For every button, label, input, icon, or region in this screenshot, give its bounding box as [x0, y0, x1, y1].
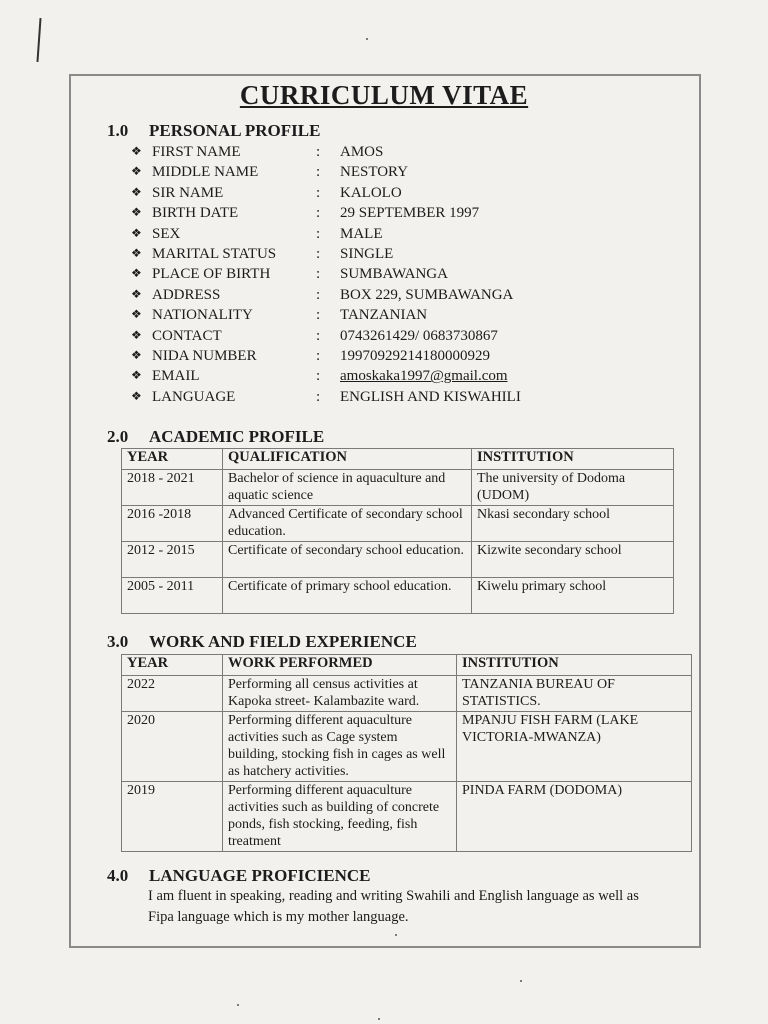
academic-table [121, 448, 674, 614]
column-header-year: YEAR [122, 655, 223, 676]
work-performed-cell: Performing different aquaculture activities such as building of concrete ponds, fish stocking, feeding, fish treatment [223, 782, 457, 852]
profile-label: LANGUAGE [152, 388, 236, 405]
year-cell: 2022 [122, 676, 223, 712]
personal-profile-heading [107, 121, 320, 141]
table-header-row [122, 449, 674, 470]
qualification-cell: Bachelor of science in aquaculture and aquatic science [223, 470, 472, 506]
diamond-bullet-icon: ❖ [131, 327, 142, 342]
profile-colon: : [316, 307, 321, 324]
institution-cell: MPANJU FISH FARM (LAKE VICTORIA-MWANZA) [457, 712, 692, 782]
year-cell: 2019 [122, 782, 223, 852]
profile-value: KALOLO [340, 184, 402, 201]
diamond-bullet-icon: ❖ [131, 164, 142, 179]
diamond-bullet-icon: ❖ [131, 246, 142, 260]
section-number: 1.0 [107, 121, 129, 140]
column-header-qualification: QUALIFICATION [223, 449, 472, 470]
profile-colon: : [316, 246, 321, 262]
profile-colon: : [316, 184, 321, 201]
language-proficience-heading [107, 866, 371, 886]
academic-profile-heading [107, 427, 324, 447]
year-cell: 2005 - 2011 [122, 578, 223, 614]
profile-value: NESTORY [340, 164, 409, 181]
work-performed-cell: Performing different aquaculture activities such as Cage system building, stocking fish in cages as well as hatchery activities. [223, 712, 457, 782]
profile-label: NATIONALITY [152, 307, 253, 324]
diamond-bullet-icon: ❖ [131, 307, 142, 322]
year-cell: 2018 - 2021 [122, 470, 223, 506]
section-title: PERSONAL PROFILE [149, 121, 321, 140]
qualification-cell: Certificate of secondary school education. [223, 542, 472, 578]
column-header-institution: INSTITUTION [472, 449, 674, 470]
profile-colon: : [316, 266, 321, 283]
section-title: LANGUAGE PROFICIENCE [149, 866, 371, 885]
profile-colon: : [316, 327, 321, 344]
profile-value: AMOS [340, 144, 384, 160]
profile-value: SINGLE [340, 246, 394, 262]
section-number: 4.0 [107, 866, 129, 885]
year-cell: 2012 - 2015 [122, 542, 223, 578]
profile-value: MALE [340, 225, 383, 242]
profile-value: TANZANIAN [340, 307, 428, 324]
table-row [122, 470, 674, 506]
column-header-year: YEAR [122, 449, 223, 470]
profile-label: PLACE OF BIRTH [152, 266, 271, 283]
profile-value: 19970929214180000929 [340, 348, 490, 364]
table-row [122, 712, 692, 782]
diamond-bullet-icon: ❖ [131, 184, 142, 199]
section-number: 3.0 [107, 632, 129, 651]
institution-cell: Nkasi secondary school [472, 506, 674, 542]
profile-colon: : [316, 205, 321, 222]
profile-value: 0743261429/ 0683730867 [340, 327, 498, 344]
table-row [122, 676, 692, 712]
diamond-bullet-icon: ❖ [131, 388, 142, 403]
section-title: ACADEMIC PROFILE [149, 427, 325, 446]
profile-value: 29 SEPTEMBER 1997 [340, 205, 480, 222]
scan-speck [520, 980, 522, 982]
scan-speck [378, 1018, 380, 1020]
scan-pen-mark [36, 18, 41, 62]
year-cell: 2020 [122, 712, 223, 782]
section-number: 2.0 [107, 427, 129, 446]
year-cell: 2016 -2018 [122, 506, 223, 542]
diamond-bullet-icon: ❖ [131, 205, 142, 220]
profile-colon: : [316, 388, 321, 405]
table-row [122, 578, 674, 614]
language-proficience-text: I am fluent in speaking, reading and writing Swahili and English language as well as Fipa language which is my mother language. [148, 888, 639, 925]
institution-cell: Kizwite secondary school [472, 542, 674, 578]
table-row [122, 506, 674, 542]
diamond-bullet-icon: ❖ [131, 266, 142, 281]
work-experience-table [121, 654, 692, 852]
profile-colon: : [316, 348, 321, 364]
work-experience-heading [107, 632, 417, 652]
institution-cell: The university of Dodoma (UDOM) [472, 470, 674, 506]
diamond-bullet-icon: ❖ [131, 348, 142, 362]
diamond-bullet-icon: ❖ [131, 144, 142, 158]
profile-label: NIDA NUMBER [152, 348, 257, 364]
profile-value: ENGLISH AND KISWAHILI [340, 388, 521, 405]
diamond-bullet-icon: ❖ [131, 286, 142, 301]
work-performed-cell: Performing all census activities at Kapoka street- Kalambazite ward. [223, 676, 457, 712]
profile-label: CONTACT [152, 327, 222, 344]
profile-label: MARITAL STATUS [152, 246, 277, 262]
institution-cell: PINDA FARM (DODOMA) [457, 782, 692, 852]
profile-colon: : [316, 368, 321, 385]
diamond-bullet-icon: ❖ [131, 368, 142, 383]
email-link[interactable]: amoskaka1997@gmail.com [340, 368, 508, 385]
qualification-cell: Advanced Certificate of secondary school education. [223, 506, 472, 542]
column-header-work-performed: WORK PERFORMED [223, 655, 457, 676]
profile-colon: : [316, 144, 321, 160]
institution-cell: TANZANIA BUREAU OF STATISTICS. [457, 676, 692, 712]
profile-label: MIDDLE NAME [152, 164, 259, 181]
profile-label: FIRST NAME [152, 144, 241, 160]
document-title: CURRICULUM VITAE [239, 80, 529, 110]
profile-value: SUMBAWANGA [340, 266, 448, 283]
diamond-bullet-icon: ❖ [131, 225, 142, 240]
scan-speck [237, 1004, 239, 1006]
table-header-row [122, 655, 692, 676]
profile-label: ADDRESS [152, 286, 221, 303]
profile-label: SEX [152, 225, 181, 242]
profile-colon: : [316, 225, 321, 242]
profile-colon: : [316, 286, 321, 303]
table-row [122, 782, 692, 852]
qualification-cell: Certificate of primary school education. [223, 578, 472, 614]
profile-label: SIR NAME [152, 184, 224, 201]
profile-colon: : [316, 164, 321, 181]
profile-label: EMAIL [152, 368, 200, 385]
profile-label: BIRTH DATE [152, 205, 239, 222]
scan-speck [366, 38, 368, 40]
institution-cell: Kiwelu primary school [472, 578, 674, 614]
profile-value: BOX 229, SUMBAWANGA [340, 286, 514, 303]
table-row [122, 542, 674, 578]
column-header-institution: INSTITUTION [457, 655, 692, 676]
section-title: WORK AND FIELD EXPERIENCE [149, 632, 417, 651]
